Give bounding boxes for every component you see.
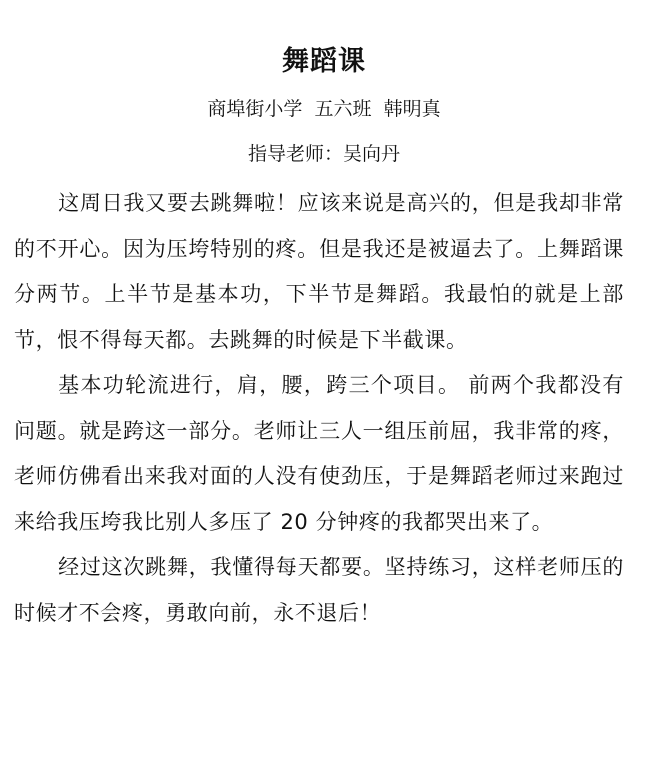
paragraph-3: 经过这次跳舞，我懂得每天都要。坚持练习，这样老师压的时候才不会疼，勇敢向前，永不退后！ [14,555,624,625]
essay-title: 舞蹈课 [282,46,366,77]
paragraph-2: 基本功轮流进行，肩，腰，跨三个项目。 前两个我都没有问题。就是跨这一部分。老师让三人一组压前屈，我非常的疼，老师仿佛看出来我对面的人没有使劲压，于是舞蹈老师过来跑过来给我压垮我比别人多压了 20 分钟疼的我都哭出来了。 [14,373,624,534]
author-line: 商埠街小学 五六班 韩明真 [207,98,441,120]
advisor-line: 指导老师：吴向丹 [247,143,400,165]
paragraph-1: 这周日我又要去跳舞啦！应该来说是高兴的，但是我却非常的不开心。因为压垮特别的疼。但是我还是被逼去了。上舞蹈课分两节。上半节是基本功，下半节是舞蹈。我最怕的就是上部节，恨不得每天都。去跳舞的时候是下半截课。 [14,191,624,352]
essay-body [14,181,624,636]
